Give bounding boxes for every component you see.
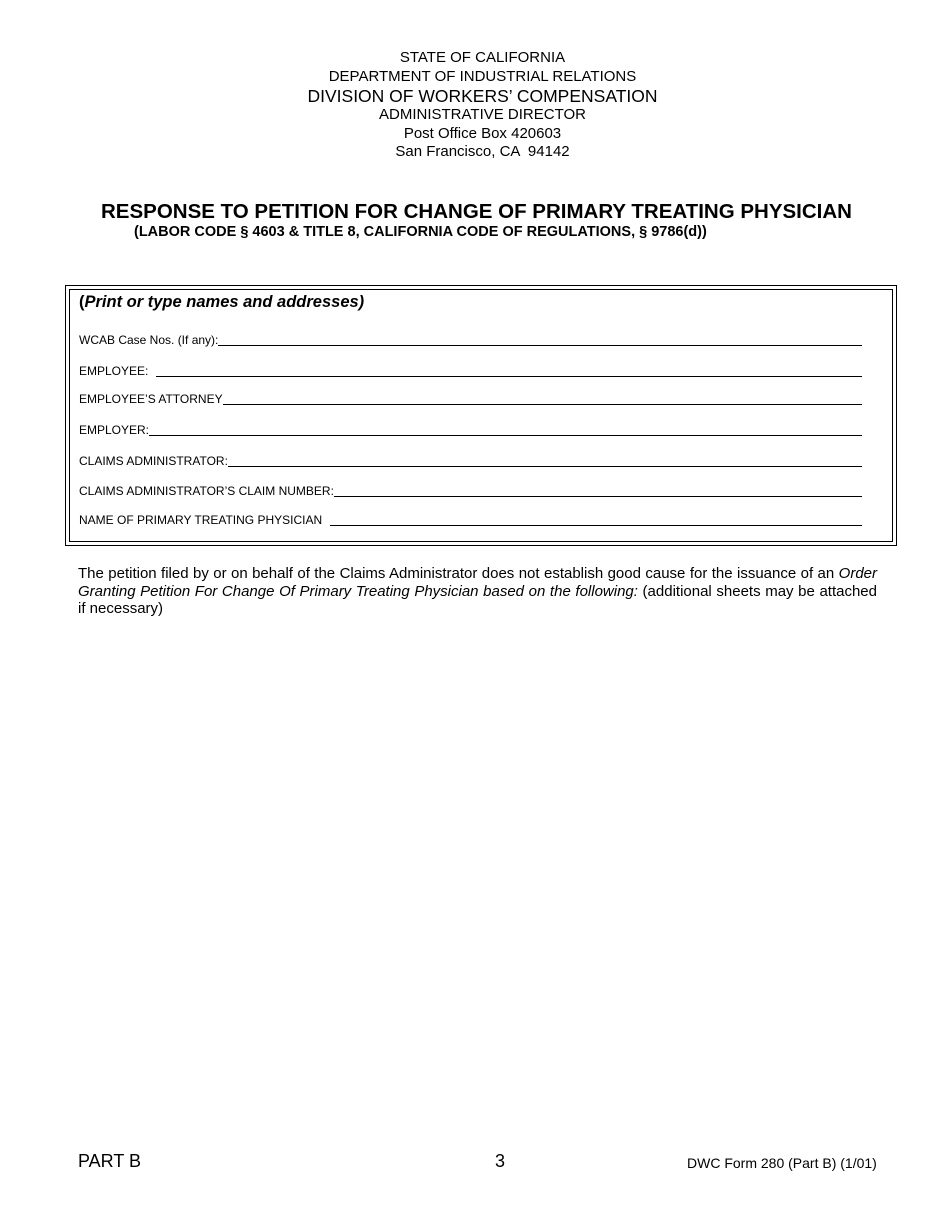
claims-administrator-field [79,452,862,468]
employee-input[interactable] [156,364,862,377]
employee-attorney-input[interactable] [223,392,862,405]
employee-field [79,362,862,378]
party-info-box-inner [69,289,893,542]
physician-name-field [79,511,862,527]
physician-name-label: NAME OF PRIMARY TREATING PHYSICIAN [79,513,323,527]
agency-city: San Francisco, CA 94142 [395,143,570,160]
box-heading [79,293,364,312]
box-heading-paren: ( [79,293,85,311]
employer-field [79,421,862,437]
box-heading-text: Print or type names and addresses) [84,293,365,311]
footer-form-id: DWC Form 280 (Part B) (1/01) [687,1155,877,1171]
agency-header [0,49,950,162]
agency-department: DEPARTMENT OF INDUSTRIAL RELATIONS [328,67,637,85]
wcab-case-field [79,331,862,347]
footer-part: PART B [78,1151,142,1171]
physician-name-input[interactable] [330,513,862,526]
employee-attorney-field [79,390,862,406]
claim-number-field [79,482,862,498]
agency-director: ADMINISTRATIVE DIRECTOR [379,106,586,123]
statement-part2: (additional sheets may be attached if necessary) [78,582,877,617]
claims-administrator-label: CLAIMS ADMINISTRATOR: [79,454,228,468]
claims-administrator-input[interactable] [228,454,862,467]
party-info-box [65,285,897,546]
wcab-case-input[interactable] [218,333,862,346]
employee-attorney-label: EMPLOYEE’S ATTORNEY [79,392,223,406]
form-subtitle: (LABOR CODE § 4603 & TITLE 8, CALIFORNIA CODE OF REGULATIONS, § 9786(d)) [134,224,707,240]
statement-italic: Order Granting Petition For Change Of Primary Treating Physician based on the following: [78,565,877,600]
agency-division: DIVISION OF WORKERS’ COMPENSATION [307,86,658,106]
petition-statement [78,565,877,618]
claim-number-input[interactable] [334,484,862,497]
employer-label: EMPLOYER: [79,423,150,437]
employer-input[interactable] [149,423,862,436]
employee-label: EMPLOYEE: [79,364,149,378]
footer-page-number: 3 [495,1151,506,1171]
statement-part1: The petition filed by or on behalf of the Claims Administrator does not establish good cause for the issuance of an [78,565,839,582]
claim-number-label: CLAIMS ADMINISTRATOR’S CLAIM NUMBER: [79,484,334,498]
agency-po-box: Post Office Box 420603 [403,124,562,142]
form-title: RESPONSE TO PETITION FOR CHANGE OF PRIMARY TREATING PHYSICIAN [101,200,852,223]
wcab-case-label: WCAB Case Nos. (If any): [79,333,219,347]
agency-state: STATE OF CALIFORNIA [399,49,566,66]
